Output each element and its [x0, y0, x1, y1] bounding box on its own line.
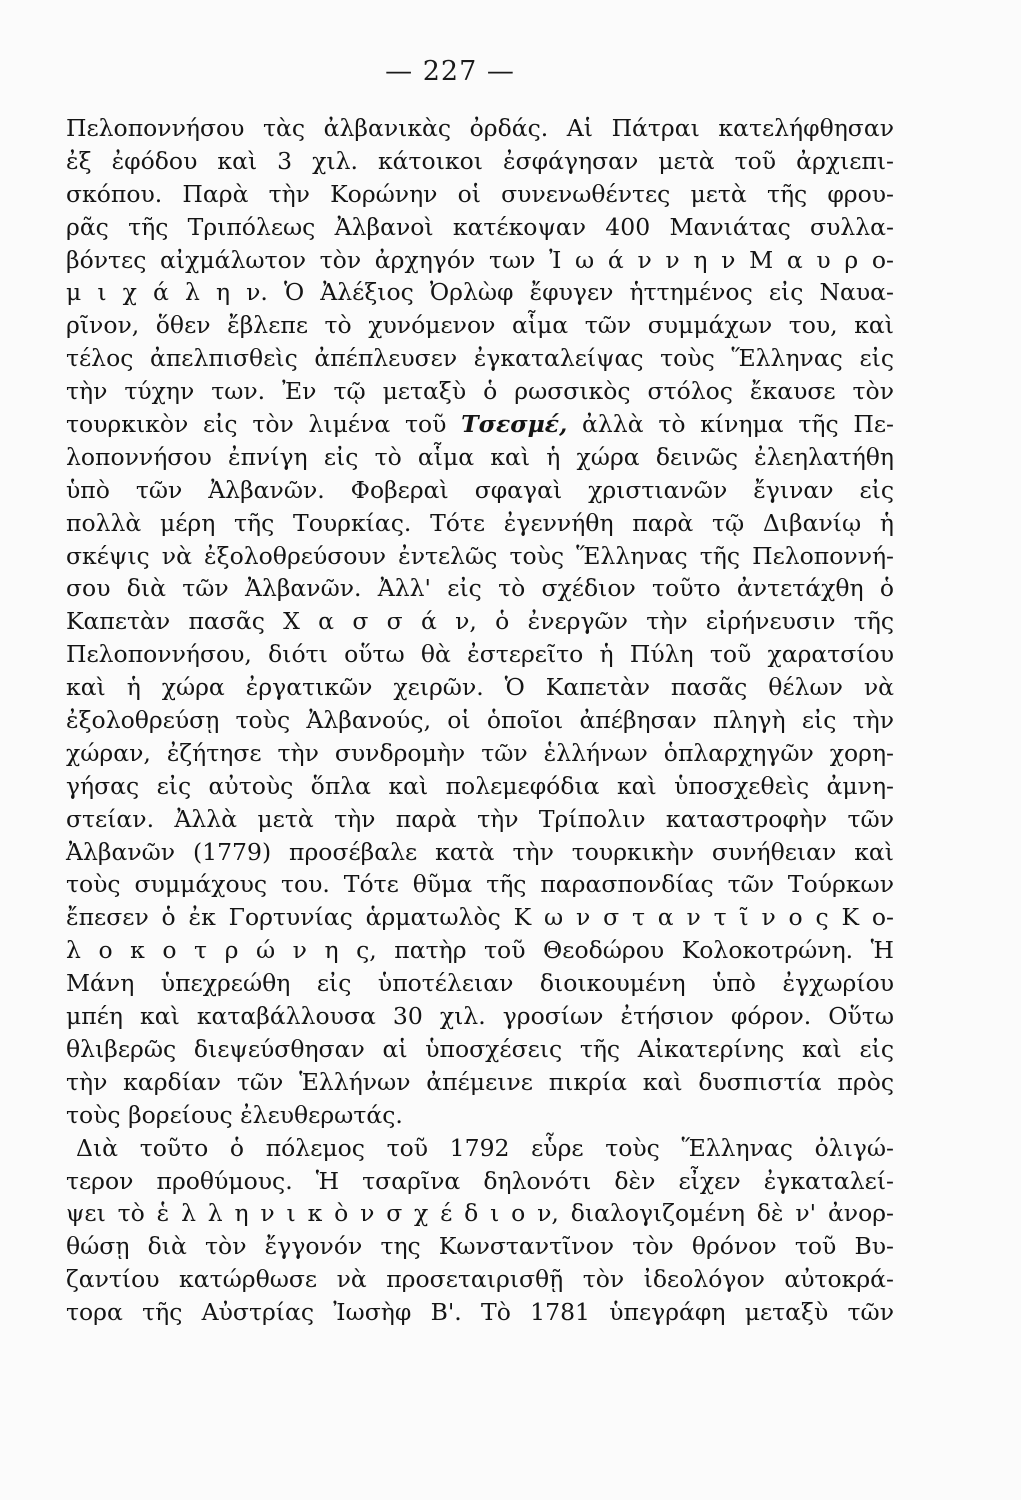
text-line: ζαντίου κατώρθωσε νὰ προσεταιρισθῇ τὸν ἰδεολόγον αὐτοκρά-: [66, 1265, 894, 1294]
emphasized-place-name: Τσεσμέ,: [461, 410, 568, 439]
text-line: ρᾶς τῆς Τριπόλεως Ἀλβανοὶ κατέκοψαν 400 Μανιάτας συλλα-: [66, 212, 894, 241]
text-line: Διὰ τοῦτο ὁ πόλεμος τοῦ 1792 εὗρε τοὺς Ἕλληνας ὀλιγώ-: [76, 1133, 894, 1162]
text-line: Πελοποννήσου τὰς ἀλβανικὰς ὀρδάς. Αἱ Πάτραι κατελήφθησαν: [66, 114, 894, 142]
text-line: λ ο κ ο τ ρ ώ ν η ς, πατὴρ τοῦ Θεοδώρου Κολοκοτρώνη. Ἡ: [66, 936, 894, 965]
text-line: τοὺς βορείους ἐλευθερωτάς.: [66, 1100, 403, 1129]
text-line: στείαν. Ἀλλὰ μετὰ τὴν παρὰ τὴν Τρίπολιν καταστροφὴν τῶν: [66, 804, 894, 833]
text-line: τερον προθύμους. Ἡ τσαρῖνα δηλονότι δὲν εἶχεν ἐγκαταλεί-: [66, 1166, 894, 1195]
text-line: τέλος ἀπελπισθεὶς ἀπέπλευσεν ἐγκαταλείψας τοὺς Ἕλληνας εἰς: [66, 344, 894, 373]
text-line: τὴν τύχην των. Ἐν τῷ μεταξὺ ὁ ρωσσικὸς στόλος ἔκαυσε τὸν: [66, 377, 894, 406]
text-line: θλιβερῶς διεψεύσθησαν αἱ ὑποσχέσεις τῆς Αἰκατερίνης καὶ εἰς: [66, 1034, 894, 1063]
text-line: ἐξολοθρεύσῃ τοὺς Ἀλβανούς, οἱ ὁποῖοι ἀπέβησαν πληγὴ εἰς τὴν: [66, 706, 894, 735]
text-line: μπέη καὶ καταβάλλουσα 30 χιλ. γροσίων ἐτήσιον φόρον. Οὕτω: [66, 1002, 894, 1031]
text-line: Πελοποννήσου, διότι οὕτω θὰ ἐστερεῖτο ἡ Πύλη τοῦ χαρατσίου: [66, 640, 894, 669]
text-line: χώραν, ἐζήτησε τὴν συνδρομὴν τῶν ἑλλήνων ὁπλαρχηγῶν χορη-: [66, 738, 894, 767]
text-line: ἔπεσεν ὁ ἐκ Γορτυνίας ἁρματωλὸς Κ ω ν σ τ α ν τ ῖ ν ο ς Κ ο-: [66, 903, 894, 932]
text-line: Μάνη ὑπεχρεώθη εἰς ὑποτέλειαν διοικουμένη ὑπὸ ἐγχωρίου: [66, 969, 894, 998]
text-line: τὴν καρδίαν τῶν Ἑλλήνων ἀπέμεινε πικρία καὶ δυσπιστία πρὸς: [66, 1067, 894, 1096]
text-segment: ἀλλὰ τὸ κίνημα τῆς Πε-: [567, 410, 894, 439]
text-line: ρῖνον, ὅθεν ἔβλεπε τὸ χυνόμενον αἷμα τῶν συμμάχων του, καὶ: [66, 311, 894, 340]
text-line: [66, 408, 894, 441]
page-number: — 227 —: [385, 56, 515, 87]
text-line: πολλὰ μέρη τῆς Τουρκίας. Τότε ἐγεννήθη παρὰ τῷ Διβανίῳ ἡ: [66, 508, 894, 537]
text-line: ἐξ ἐφόδου καὶ 3 χιλ. κάτοικοι ἐσφάγησαν μετὰ τοῦ ἀρχιεπι-: [66, 146, 894, 175]
body-text: [66, 112, 894, 1329]
text-line: βόντες αἰχμάλωτον τὸν ἀρχηγόν των Ἰ ω ά ν ν η ν Μ α υ ρ ο-: [66, 245, 894, 274]
text-line: καὶ ἡ χώρα ἐργατικῶν χειρῶν. Ὁ Καπετὰν πασᾶς θέλων νὰ: [66, 673, 894, 702]
text-line: ψει τὸ ἑ λ λ η ν ι κ ὸ ν σ χ έ δ ι ο ν, διαλογιζομένη δὲ ν' ἀνορ-: [66, 1199, 894, 1228]
text-line: τορα τῆς Αὐστρίας Ἰωσὴφ Β'. Τὸ 1781 ὑπεγράφη μεταξὺ τῶν: [66, 1298, 894, 1327]
text-line: γήσας εἰς αὐτοὺς ὅπλα καὶ πολεμεφόδια καὶ ὑποσχεθεὶς ἀμνη-: [66, 771, 894, 800]
text-line: σκόπου. Παρὰ τὴν Κορώνην οἱ συνενωθέντες μετὰ τῆς φρου-: [66, 179, 894, 208]
text-line: τοὺς συμμάχους του. Τότε θῦμα τῆς παρασπονδίας τῶν Τούρκων: [66, 870, 894, 899]
text-line: σκέψις νὰ ἐξολοθρεύσουν ἐντελῶς τοὺς Ἕλληνας τῆς Πελοποννή-: [66, 541, 894, 570]
text-line: Καπετὰν πασᾶς Χ α σ σ ά ν, ὁ ἐνεργῶν τὴν εἰρήνευσιν τῆς: [66, 607, 894, 636]
text-line: σου διὰ τῶν Ἀλβανῶν. Ἀλλ' εἰς τὸ σχέδιον τοῦτο ἀντετάχθη ὁ: [66, 574, 894, 603]
text-line: ὑπὸ τῶν Ἀλβανῶν. Φοβεραὶ σφαγαὶ χριστιανῶν ἔγιναν εἰς: [66, 475, 894, 504]
text-line: Ἀλβανῶν (1779) προσέβαλε κατὰ τὴν τουρκικὴν συνήθειαν καὶ: [66, 837, 894, 866]
text-line: θώσῃ διὰ τὸν ἔγγονόν της Κωνσταντῖνον τὸν θρόνον τοῦ Βυ-: [66, 1232, 894, 1261]
text-segment: τουρκικὸν εἰς τὸν λιμένα τοῦ: [66, 410, 462, 439]
text-line: μ ι χ ά λ η ν. Ὁ Ἀλέξιος Ὀρλὼφ ἔφυγεν ἡττημένος εἰς Ναυα-: [66, 278, 894, 307]
text-line: λοποννήσου ἐπνίγη εἰς τὸ αἷμα καὶ ἡ χώρα δεινῶς ἐλεηλατήθη: [66, 442, 894, 471]
